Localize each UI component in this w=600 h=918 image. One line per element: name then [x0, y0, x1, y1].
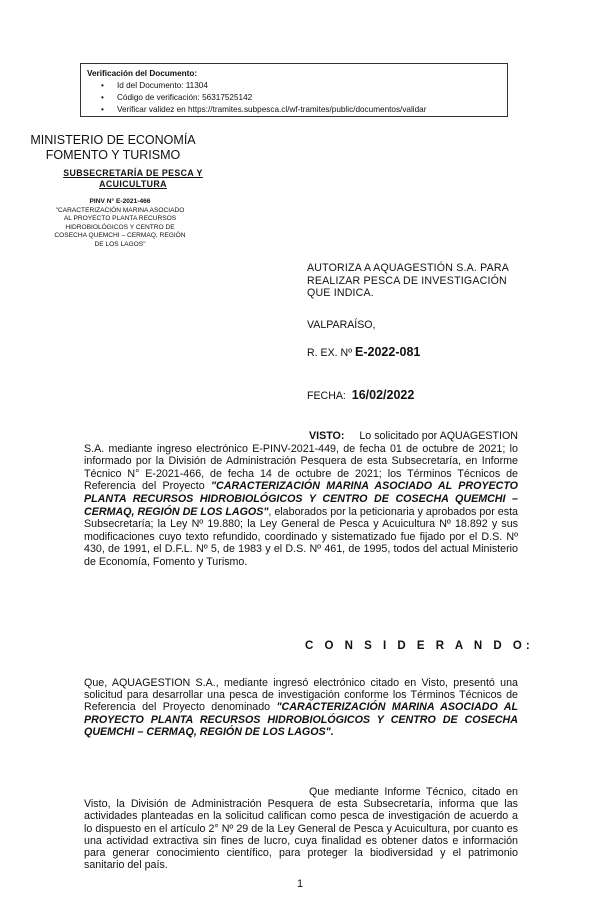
considerando-paragraph-2: Que mediante Informe Técnico, citado en Visto, la División de Administración Pesquera de esta Subsecretaría, informa que las actividades planteadas en la solicitud califican como pesca de investigación de acuerdo a lo dispuesto en el artículo 2° Nº 29 de la Ley General de Pesca y Acuicultura, por cuanto es una actividad extractiva sin fines de lucro, cuya finalidad es obtener datos e información para generar conocimiento científico, para proteger la biodiversidad y el patrimonio sanitario del país. — [84, 786, 518, 872]
project-title: "CARACTERIZACIÓN MARINA ASOCIADO AL PROYECTO PLANTA RECURSOS HIDROBIOLÓGICOS Y CENTRO DE COSECHA QUEMCHI – CERMAQ, REGIÓN DE LOS LAGOS" — [84, 480, 518, 518]
verification-link[interactable]: • Verificar validez en https://tramites.subpesca.cl/wf-tramites/public/documentos/validar — [101, 105, 427, 114]
verification-list — [87, 80, 501, 116]
verification-item: • Código de verificación: 56317525142 — [101, 93, 253, 102]
resolution-date: FECHA: 16/02/2022 — [307, 388, 415, 402]
rex-number: E-2022-081 — [355, 345, 421, 359]
considerando-heading: C O N S I D E R A N D O: — [305, 640, 534, 652]
resolution-number: R. EX. Nº E-2022-081 — [307, 345, 421, 359]
bullet-icon: • — [101, 93, 104, 102]
project-title: "CARACTERIZACIÓN MARINA ASOCIADO AL PROYECTO PLANTA RECURSOS HIDROBIOLÓGICOS Y CENTRO DE COSECHA QUEMCHI – CERMAQ, REGIÓN DE LOS LAGOS". — [84, 701, 518, 738]
verification-item: • Id del Documento: 11304 — [101, 81, 208, 90]
subsecretaria-name: SUBSECRETARÍA DE PESCA Y ACUICULTURA — [63, 168, 203, 189]
resolution-summary: AUTORIZA A AQUAGESTIÓN S.A. PARA REALIZAR PESCA DE INVESTIGACIÓN QUE INDICA. — [307, 262, 510, 299]
fecha-value: 16/02/2022 — [351, 388, 415, 402]
visto-paragraph: VISTO: Lo solicitado por AQUAGESTION S.A. mediante ingreso electrónico E-PINV-2021-449, de fecha 01 de octubre de 2021; lo informado por la División de Administración Pesquera de esta Subsecretaría, en Informe Técnico N° E-2021-466, de fecha 14 de octubre de 2021; los Términos Técnicos de Referencia del Proyecto "CARACTERIZACIÓN MARINA ASOCIADO AL PROYECTO PLANTA RECURSOS HIDROBIOLÓGICOS Y CENTRO DE COSECHA QUEMCHI – CERMAQ, REGIÓN DE LOS LAGOS", elaborados por la peticionaria y aprobados por esta Subsecretaría; la Ley Nº 19.880; la Ley General de Pesca y Acuicultura Nº 18.892 y sus modificaciones cuyo texto refundido, coordinado y sistematizado fue fijado por el D.S. Nº 430, de 1991, el D.F.L. Nº 5, de 1983 y el D.S. Nº 461, de 1995, todos del actual Ministerio de Economía, Fomento y Turismo. — [84, 430, 518, 568]
city: VALPARAÍSO, — [307, 319, 376, 331]
ministry-name: MINISTERIO DE ECONOMÍA FOMENTO Y TURISMO — [30, 133, 196, 162]
page-number: 1 — [296, 878, 304, 890]
considerando-paragraph-1: Que, AQUAGESTION S.A., mediante ingresó electrónico citado en Visto, presentó una solicitud para desarrollar una pesca de investigación conforme los Términos Técnicos de Referencia del Proyecto denominado "CARACTERIZACIÓN MARINA ASOCIADO AL PROYECTO PLANTA RECURSOS HIDROBIOLÓGICOS Y CENTRO DE COSECHA QUEMCHI – CERMAQ, REGIÓN DE LOS LAGOS". — [84, 677, 518, 738]
visto-label: VISTO: — [309, 430, 345, 442]
bullet-icon: • — [101, 81, 104, 90]
verification-box — [80, 63, 508, 117]
verification-title: Verificación del Documento: — [87, 69, 198, 78]
pinv-reference: PINV N° E-2021-466 "CARACTERIZACIÓN MARINA ASOCIADO AL PROYECTO PLANTA RECURSOS HIDROBIOLÓGICOS Y CENTRO DE COSECHA QUEMCHI – CERMAQ, REGIÓN DE LOS LAGOS" — [54, 198, 186, 248]
bullet-icon: • — [101, 105, 104, 114]
